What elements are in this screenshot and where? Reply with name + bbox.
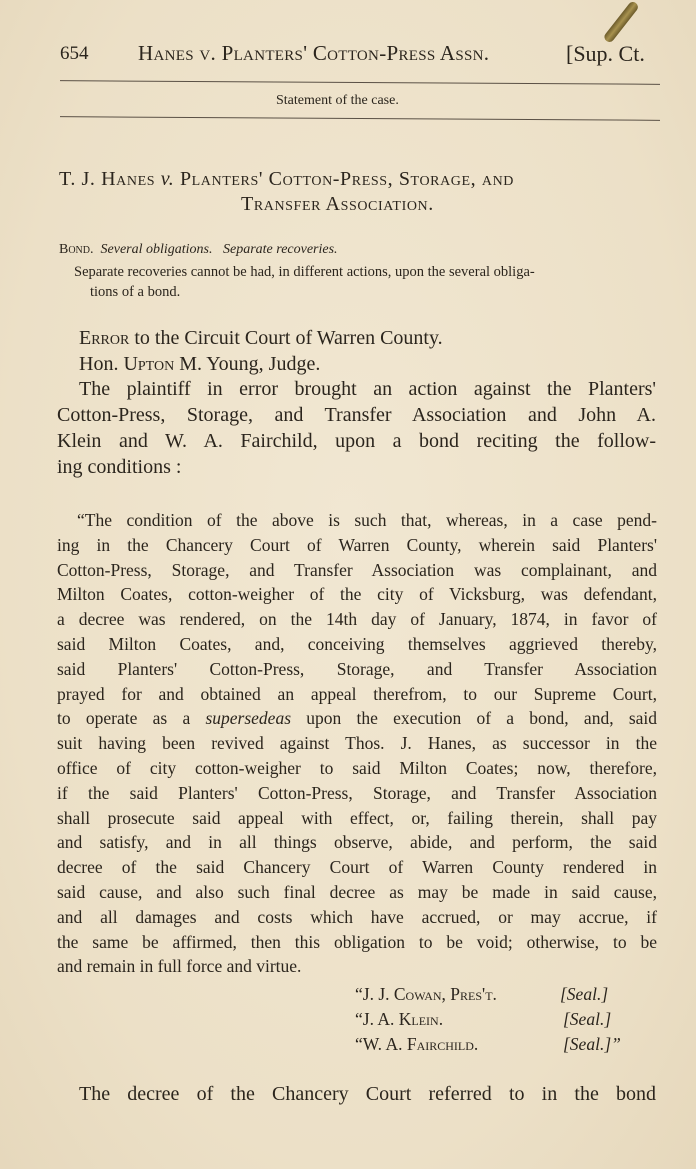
quote-text: office of city cotton-weigher to said Milton Coates; now, therefore, [57,758,657,778]
case-title-line-1 [59,168,514,191]
quote-text: Milton Coates, cotton-weigher of the city of Vicksburg, was defendant, [57,584,657,605]
quote-text: a decree was rendered, on the 14th day of January, 1874, in favor of [57,609,657,630]
seal-mark: [Seal.] [560,984,609,1004]
title-initials: T. J. [59,168,102,190]
signatory-name: “W. A. Fairchild. [355,1034,479,1054]
quote-text: said Planters' Cotton-Press, Storage, and Transfer Association [57,658,657,679]
signatory-name: “J. J. Cowan, Pres't. [355,984,497,1004]
quote-text: said Milton Coates, and, conceiving themselves aggrieved thereby, [57,634,657,654]
error-line [79,327,443,350]
quote-text: and all damages and costs which have accrued, or may accrue, if [57,906,657,927]
quote-line [57,834,657,852]
quote-text: “The condition of the above is such that, whereas, in a case pend- [77,510,657,530]
quote-line [57,735,657,753]
quote-line [57,782,657,803]
quote-line [57,807,657,828]
statement-label: Statement of the case. [276,93,399,108]
title-versus: v. [155,168,180,190]
case-title-line-2: Transfer Association. [241,193,434,215]
quote-line [57,636,657,654]
quote-line [57,931,657,952]
quote-line [57,760,657,778]
quote-line [57,958,657,976]
quote-line [77,512,657,530]
judge-first-name: Upton [123,353,175,375]
quote-line [57,534,657,555]
judge-line [79,353,320,376]
italic-term: supersedeas [205,708,292,729]
error-court: to the Circuit Court of Warren County. [129,327,443,349]
quote-text: said cause, and also such final decree as may be made in said cause, [57,882,657,902]
court-label: [Sup. Ct. [566,41,645,66]
quote-line [57,710,657,728]
quote-line [57,611,657,629]
quote-text: if the said Planters' Cotton-Press, Storage, and Transfer Association [57,782,657,803]
judge-rest: M. Young, Judge. [174,353,321,375]
signatory-name: “J. A. Klein. [355,1009,444,1029]
quote-text: suit having been revived against Thos. J. Hanes, as successor in the [57,733,657,754]
quote-line [57,906,657,927]
quote-line [57,658,657,679]
statement-rule [60,116,660,121]
quote-line [57,683,657,704]
running-title: Hanes v. Planters' Cotton-Press Assn. [138,41,490,65]
quote-text: upon the execution of a bond, and, said [306,708,658,729]
quote-text: decree of the said Chancery Court of Warren County rendered in [57,857,657,878]
bookmark-cord [602,0,639,44]
intro-line: Cotton-Press, Storage, and Transfer Association and John A. [57,404,656,426]
headnote-label: Bond. [59,242,94,257]
quote-text: to operate as a [57,708,206,729]
headnote-topics [59,242,338,258]
quote-line [57,586,657,604]
intro-line: Klein and W. A. Fairchild, upon a bond reciting the follow- [57,430,656,452]
title-defendant: Planters' Cotton-Press, Storage, and [179,168,515,190]
quote-text: shall prosecute said appeal with effect, or, failing therein, shall pay [57,807,657,828]
title-plaintiff: Hanes [101,168,156,190]
quote-line [57,559,657,580]
quote-text: and satisfy, and in all things observe, abide, and perform, the said [57,832,657,853]
seal-mark: [Seal.]” [563,1034,621,1054]
quote-text: ing in the Chancery Court of Warren County, wherein said Planters' [57,534,657,555]
headnote-subjects: Several obligations. Separate recoveries. [100,242,338,257]
judge-honorific: Hon. [79,353,124,375]
error-label: Error [79,327,130,349]
quote-text: and remain in full force and virtue. [57,956,302,977]
seal-mark: [Seal.] [563,1009,612,1029]
intro-line: The plaintiff in error brought an action against the Planters' [79,378,656,400]
quote-text: Cotton-Press, Storage, and Transfer Association was complainant, and [57,559,657,580]
quote-line [57,859,657,877]
page-number: 654 [60,43,89,64]
quote-line [57,884,657,902]
quote-text: the same be affirmed, then this obligation to be void; otherwise, to be [57,931,657,952]
closing-line: The decree of the Chancery Court referred to in the bond [79,1083,656,1105]
headnote-line-2: tions of a bond. [90,284,181,300]
headnote-line-1: Separate recoveries cannot be had, in different actions, upon the several obliga- [74,264,535,280]
intro-line: ing conditions : [57,456,182,478]
header-rule [60,80,660,85]
quote-text: prayed for and obtained an appeal therefrom, to our Supreme Court, [57,683,657,704]
